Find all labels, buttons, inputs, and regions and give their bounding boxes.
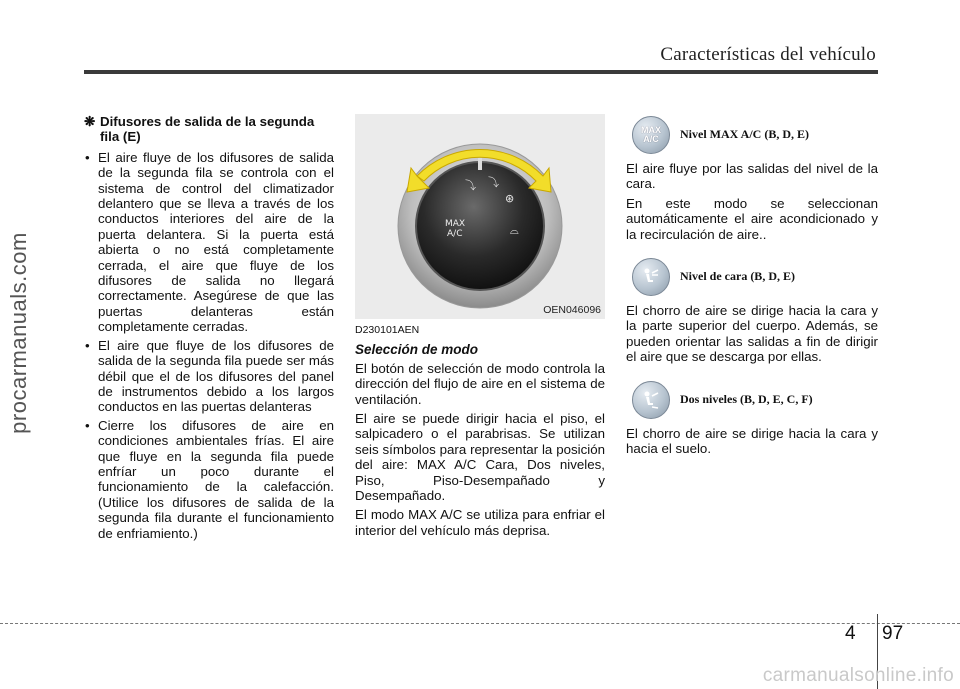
bottom-watermark: carmanualsonline.info [762,665,954,686]
max-ac-icon-text: MAX [641,125,661,135]
chapter-number: 4 [845,623,856,644]
column-modes [626,114,878,460]
column-mode-selection [355,323,605,542]
bullet-item: • El aire que fluye de los difusores de salida de la segunda fila puede ser más débil que el de los difusores del panel de instrumentos debido a los largos conductos en las puertas delanteras [84,338,334,415]
bullet-item: • El aire fluye de los difusores de salida de la segunda fila se controla con el sistema de control del climatizador delantero que se lleva a través de los conductos interiores del aire de la puerta delantera. Si la puerta está abierta o no está completamente cerrada, el aire que fluye de los difusores de salida no llegará correctamente. Asegúrese de que las puertas delanteras están completamente cerradas. [84,150,334,335]
page-number: 97 [882,623,904,644]
section-code: D230101AEN [355,324,420,336]
max-ac-icon-text: A/C [643,134,659,144]
paragraph: El aire fluye por las salidas del nivel de la cara. [626,161,878,192]
svg-text:⤵: ⤵ [465,179,476,192]
paragraph: El modo MAX A/C se utiliza para enfriar el interior del vehículo más deprisa. [355,507,605,538]
paragraph: El chorro de aire se dirige hacia la cara y la parte superior del cuerpo. Además, se pueden orientar las salidas a fin de dirigir el aire que se descarga por ellas. [626,303,878,365]
mode-row-face [626,256,878,298]
paragraph: El aire se puede dirigir hacia el piso, el salpicadero o el parabrisas. Se utilizan seis símbolos para representar la posición del aire: MAX A/C Cara, Dos niveles, Piso, Piso-Desempañado y Desempañado. [355,411,605,504]
svg-text:⌓: ⌓ [510,224,519,237]
svg-text:⊛: ⊛ [505,192,515,205]
footer-dashed-rule [0,623,960,624]
side-watermark: procarmanuals.com [6,232,31,434]
mode-knob-figure [355,114,605,319]
mode-label: Nivel MAX A/C (B, D, E) [680,127,809,142]
mode-knob-illustration [355,114,605,319]
mode-label: Nivel de cara (B, D, E) [680,269,795,284]
section-symbol: ❋ [84,114,96,129]
max-ac-icon [632,116,670,154]
mode-label: Dos niveles (B, D, E, C, F) [680,391,813,406]
section-subtitle: Selección de modo [355,342,479,358]
bullet-item: • Cierre los difusores de aire en condiciones ambientales frías. El aire que fluye en la segunda fila puede enfríar un poco durante el funcionamiento de la calefacción. (Utilice los difusores de salida de la segunda fila durante el funcionamiento de enfriamiento.) [84,418,334,541]
face-level-icon [632,258,670,296]
section-title-text: Difusores de salida de la segunda fila (E) [100,114,315,145]
paragraph: El botón de selección de modo controla la dirección del flujo de aire en el sistema de ventilación. [355,360,605,407]
header-title: Características del vehículo [660,44,876,65]
knob-label-max: MAX [445,219,466,229]
paragraph: El chorro de aire se dirige hacia la cara y hacia el suelo. [626,425,878,457]
column-second-row-vents [84,114,334,544]
knob-label-ac: A/C [447,229,463,239]
header-rule [84,70,878,74]
section-title [84,114,334,145]
figure-code: OEN046096 [543,304,601,316]
paragraph: En este modo se seleccionan automáticamente el aire acondicionado y la recirculación de aire.. [626,195,878,242]
bi-level-icon [632,381,670,419]
svg-text:⤵: ⤵ [488,176,499,189]
mode-row-max-ac [626,114,878,156]
mode-row-bi-level [626,379,878,421]
bullet-list [84,150,334,541]
